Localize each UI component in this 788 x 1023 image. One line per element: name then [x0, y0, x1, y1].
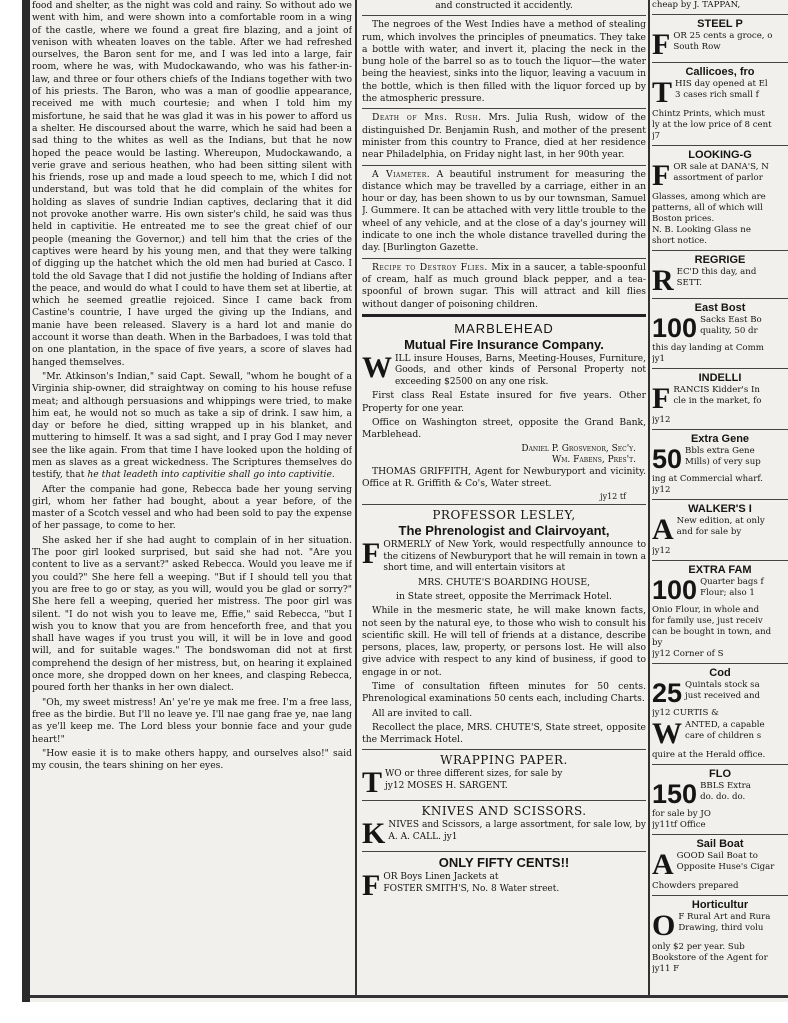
ad-heading: WALKER'S I [688, 503, 752, 515]
divider [652, 560, 788, 561]
ad-line: cheap by J. TAPPAN, [652, 0, 741, 10]
ad-quantity: 150 [652, 779, 698, 809]
ad-fifty-cents [362, 855, 646, 903]
ad-block [652, 264, 788, 297]
ad-line: ANTED, a capable [685, 720, 765, 730]
news-item-text: A beautiful instrument for measuring the distance which may be travelled by a carriage, either in an hour or day, has been shown to us by our townsman, Samuel J. Gummere. It can be attached with very little trouble to the wheel of any vehicle, and at the close of a day's journey will indicate to one inch the whole distance travelled during the day. [Burlington Gazette. [362, 168, 646, 254]
ad-subtitle: Mutual Fire Insurance Company. [404, 336, 604, 352]
ad-line: jy12 [652, 415, 671, 425]
drop-cap: T [652, 76, 673, 109]
ad-title: MARBLEHEAD [454, 320, 554, 336]
news-item-title: Recipe to Destroy Flies. [372, 261, 488, 273]
ad-text [685, 720, 765, 742]
ad-text [675, 79, 768, 101]
ad-agent: THOMAS GRIFFITH, Agent for Newburyport and vicinity. Office at R. Griffith & Co's, Water street. [362, 465, 646, 489]
ad-professor-lesley [362, 508, 646, 746]
ad-line: South Row [673, 42, 721, 52]
ad-line: ing at Commercial wharf. [652, 474, 763, 484]
divider [652, 764, 788, 765]
drop-cap: A [652, 848, 674, 881]
bottom-rule [30, 995, 788, 998]
divider [652, 62, 788, 63]
ad-text [383, 540, 646, 575]
ad-body [362, 817, 646, 851]
ad-line: ORMERLY of New York, would respectfully announce to the citizens of Newburyport that he will remain in town a short time, and will entertain visitors at [383, 540, 646, 574]
drop-cap: A [652, 513, 674, 546]
divider [362, 504, 646, 505]
news-item-death [362, 112, 646, 161]
ad-text [685, 446, 761, 468]
divider [652, 499, 788, 500]
ad-line: RANCIS Kidder's In [673, 385, 760, 395]
ad-heading: Sail Boat [696, 838, 744, 850]
ad-body [362, 537, 646, 575]
ad-place: in State street, opposite the Merrimack Hotel. [396, 590, 612, 602]
ad-wrapping-paper [362, 753, 646, 800]
ad-signature: jy12 MOSES H. SARGENT. [385, 780, 508, 791]
ad-block [652, 159, 788, 192]
ad-line: Flour; also 1 [700, 588, 755, 598]
ad-line: New edition, at only [676, 516, 765, 526]
ad-line: GOOD Sail Boat to [676, 851, 758, 861]
ad-heading: INDELLI [698, 372, 742, 384]
drop-cap: R [652, 264, 674, 297]
drop-cap: F [362, 537, 381, 571]
ad-heading: Horticultur [691, 899, 749, 911]
ad-text [700, 315, 762, 337]
ad-line: Time of consultation fifteen minutes for 50 cents. Phrenological examinations 50 cents each, including Charts. [362, 680, 646, 705]
ad-line: Opposite Huse's Cigar [676, 862, 775, 872]
ad-text [677, 267, 757, 289]
story-text: "Mr. Atkinson's Indian," said Capt. Sewall, "whom he bought of a Virginia ship-owner, did straightway on coming to his house refuse meat; and although persuasions and whippings were tried, to make him eat, he would not so much as take a sip of drink. I saw him, a day or before he died, sitting wrapped up in his blanket, and muttering to himself. It was a sad sight, and I pray God I may never see the like again. From that time I have looked upon the holding of men as slaves as a great wickedness. The Scriptures themselves do testify, that [32, 370, 352, 481]
ad-line: ILL insure Houses, Barns, Meeting-Houses, Furniture, Goods, and other kinds of Personal Property not exceeding $2500 on any one risk. [395, 353, 646, 387]
ad-line: HIS day opened at El [675, 79, 768, 89]
ad-text [395, 354, 646, 389]
ad-text [388, 820, 646, 843]
ad-line: Onio Flour, in whole and [652, 605, 760, 615]
ad-line: F Rural Art and Rura [678, 912, 771, 922]
ad-line: quire at the Herald office. [652, 750, 766, 760]
divider [362, 851, 646, 852]
divider [362, 800, 646, 801]
ad-line: can be bought in town, and [652, 627, 772, 637]
ad-line: NIVES and Scissors, a large assortment, for sale low, by A. A. CALL. jy1 [388, 820, 646, 842]
ad-line: WO or three different sizes, for sale by [385, 769, 563, 780]
ad-line: OR sale at DANA'S, N [673, 162, 769, 172]
ad-block [652, 717, 788, 750]
ad-heading: REGRIGE [694, 254, 746, 266]
ad-line: j7 [652, 131, 661, 141]
divider [652, 145, 788, 146]
ad-line: OR Boys Linen Jackets at [383, 872, 499, 883]
scripture-quote: he that leadeth into captivitie shall go into captivitie. [87, 469, 335, 481]
ad-heading: East Bost [694, 302, 746, 314]
ad-block [652, 315, 788, 341]
ad-title: PROFESSOR LESLEY, [432, 508, 576, 523]
ad-signature: Wm. Fabens, Pres't. [552, 454, 636, 465]
ad-line: BBLS Extra [700, 781, 751, 791]
column-story [32, 0, 352, 995]
ad-block [652, 28, 788, 61]
ad-block [652, 76, 788, 109]
ad-line: ly at the low price of 8 cent [652, 120, 772, 130]
ad-text [678, 912, 770, 934]
ad-place: MRS. CHUTE'S BOARDING HOUSE, [417, 576, 590, 588]
ad-line: Office on Washington street, opposite the Grand Bank, Marblehead. [362, 416, 646, 441]
ad-text [385, 769, 562, 792]
ad-heading: Callicoes, fro [685, 66, 755, 78]
ad-line: patterns, all of which will [652, 203, 763, 213]
ad-heading: FLO [709, 768, 731, 780]
column-rule-left [355, 0, 357, 995]
ad-date: jy12 tf [600, 492, 626, 502]
ad-line: While in the mesmeric state, he will make known facts, not seen by the natural eye, to those who wish to consult his scientific skill. He will tell of friends at a distance, describe persons, places, law, property, or persons lost. He will also give advice with respect to any kind of business, if good to engage in or not. [362, 605, 646, 678]
ad-quantity: 50 [652, 444, 683, 474]
ad-block [652, 382, 788, 415]
drop-cap: K [362, 817, 386, 851]
ad-line: jy1 [652, 354, 665, 364]
ad-line: SETT. [676, 278, 702, 288]
ad-heading: LOOKING-G [688, 149, 752, 161]
ad-line: only $2 per year. Sub [652, 942, 745, 952]
divider [362, 258, 646, 259]
ad-line: Recollect the place, MRS. CHUTE'S, State street, opposite the Merrimack Hotel. [362, 721, 646, 746]
ad-line: assortment of parlor [673, 173, 763, 183]
ad-line: jy12 Corner of S [652, 649, 724, 659]
ad-text [673, 385, 761, 407]
drop-cap: O [652, 909, 676, 942]
ad-heading: EXTRA FAM [688, 564, 752, 576]
drop-cap: F [652, 159, 671, 192]
story-paragraph: "How easie it is to make others happy, and ourselves also!" said my cousin, the tears shining on her eyes. [32, 747, 352, 772]
ad-line: for sale by JO [652, 809, 711, 819]
ad-line: Chintz Prints, which must [652, 109, 765, 119]
divider [652, 663, 788, 664]
ad-text [673, 162, 768, 184]
newspaper-page [22, 0, 788, 1002]
drop-cap: T [362, 766, 383, 800]
ad-quantity: 25 [652, 678, 683, 708]
news-item-text: Mrs. Julia Rush, widow of the distinguished Dr. Benjamin Rush, and mother of the present minister from this country to France, died at her residence near Philadelphia, on Friday night last, in her 90th year. [362, 112, 646, 161]
ad-line: N. B. Looking Glass ne [652, 225, 751, 235]
column-rule-right [648, 0, 650, 995]
ad-block [652, 680, 788, 706]
ad-line: jy12 CURTIS & [652, 708, 719, 718]
ad-knives-scissors [362, 804, 646, 851]
ad-block [652, 577, 788, 603]
divider [362, 15, 646, 16]
ad-line: cle in the market, fo [673, 396, 762, 406]
ad-line: jy12 [652, 546, 671, 556]
ad-line: Glasses, among which are [652, 192, 766, 202]
ad-line: First class Real Estate insured for five years. Other Property for one year. [362, 390, 646, 414]
ad-line: jy12 [652, 485, 671, 495]
news-item-viameter [362, 169, 646, 255]
ad-heading: Cod [709, 667, 731, 679]
drop-cap: F [652, 382, 671, 415]
divider [652, 368, 788, 369]
story-paragraph: After the companie had gone, Rebecca bade her young serving girl, whom her father had bought, about a year before, of the master of a Scotch vessel and who had been sold to pay the expense of her passage, to come to her. [32, 483, 352, 532]
news-item-rum: The negroes of the West Indies have a method of stealing rum, which involves the principles of pneumatics. They take a bottle with water, and invert it, placing the neck in the bung hole of the barrel so as to touch the liquor—the water being the heaviest, sinks into the liquor, leaving a vacuum in the bottle, which is then filled with the liquor forced up by the atmospheric pressure. [362, 19, 646, 105]
divider [652, 834, 788, 835]
section-rule [362, 314, 646, 317]
ad-line: Sacks East Bo [700, 315, 762, 325]
divider [652, 250, 788, 251]
divider [652, 14, 788, 15]
ad-block [652, 909, 788, 942]
ad-line: care of children s [685, 731, 762, 741]
ad-line: Drawing, third volu [678, 923, 764, 933]
news-item-title: A Viameter. [372, 168, 431, 180]
news-item-recipe [362, 262, 646, 311]
drop-cap: W [652, 717, 682, 750]
ad-block [652, 513, 788, 546]
ad-title: KNIVES AND SCISSORS. [421, 804, 587, 819]
ad-heading: Extra Gene [690, 433, 750, 445]
ad-line: FOSTER SMITH'S, No. 8 Water street. [383, 883, 560, 894]
column-advertisements [652, 0, 788, 995]
ad-line: Quintals stock sa [685, 680, 760, 690]
ad-line: Boston prices. [652, 214, 715, 224]
ad-heading: STEEL P [697, 18, 743, 30]
story-paragraph [32, 371, 352, 482]
ad-text [677, 516, 765, 538]
ad-line: quality, 50 dr [700, 326, 758, 336]
ad-line: by [652, 638, 663, 648]
ad-text [685, 680, 760, 702]
divider [652, 429, 788, 430]
ad-line: and for sale by [676, 527, 742, 537]
news-item-text: Mix in a saucer, a table-spoonful of cream, half as much ground black pepper, and a tea-spoonful of brown sugar. This will attract and kill flies without danger of poisoning children. [362, 261, 646, 310]
ad-body [362, 869, 646, 903]
ad-line: this day landing at Comm [652, 343, 764, 353]
ad-line: All are invited to call. [372, 707, 473, 719]
ad-line: Bbls extra Gene [685, 446, 755, 456]
ad-quantity: 100 [652, 575, 698, 605]
ad-title: WRAPPING PAPER. [440, 753, 568, 768]
ad-line: OR 25 cents a groce, o [673, 31, 773, 41]
story-paragraph: She asked her if she had aught to complain of in her situation. The poor girl looked surprised, but said she had not. "Are you content to live as a servant?" asked Rebecca. Would you leave me if you could?" She here fell a weeping. "But if I should tell you that you are free to go or stay, as you will, would you be glad or sorry?" She here fell a weeping, queried her mistress. The poor girl was silent. "I do not wish you to leave me, Effie," said Rebecca, "but I wish you to know that you are from henceforth free, and that you shall have wages if you trust you will, it will be in love and good will, and for suitable wages." The bondswoman did not at first comprehend the design of her mistress, but, on hearing it explained once more, she dropped down on her knees, and clasping Rebecca, poured forth her thanks in her own dialect. [32, 534, 352, 694]
ad-line: EC'D this day, and [676, 267, 757, 277]
drop-cap: W [362, 350, 392, 384]
ad-line: jy11 F [652, 964, 680, 974]
ad-line: Mills) of very sup [685, 457, 761, 467]
ad-line: Quarter bags f [700, 577, 764, 587]
page-edge-shadow [22, 0, 30, 1002]
ad-line: do. do. do. [700, 792, 746, 802]
ad-body [362, 350, 646, 389]
ad-block [652, 848, 788, 881]
ad-line: Chowders prepared [652, 881, 739, 891]
drop-cap: F [362, 869, 381, 903]
ad-text [383, 872, 559, 895]
ad-line: short notice. [652, 236, 707, 246]
ad-line: jy11tf Office [652, 820, 706, 830]
ad-body [362, 766, 646, 800]
ad-line: just received and [685, 691, 761, 701]
divider [362, 108, 646, 109]
divider [362, 749, 646, 750]
ad-line: Bookstore of the Agent for [652, 953, 768, 963]
ad-block [652, 781, 788, 807]
drop-cap: F [652, 28, 671, 61]
ad-quantity: 100 [652, 313, 698, 343]
story-paragraph: food and shelter, as the night was cold and rainy. So without ado we went with him, and were shown into a comfortable room in a wing of the castle, where we found a great fire blazing, and a joint of venison with wheaten loaves on the table. After we had refreshed ourselves, the Baron sent for me, and I was led into a large, fair room, where he was, with Mudockawando, who was his father-in-law, and three or four others chiefs of the Indians together with two of his priests. The Baron, who was a man of goodlie appearance, received me with much courtesie; and when I told him my misfortune, he said that he was glad it was in his power to afford us a shelter. He discoursed about the warre, which he said had been a sad thing to the whites as well as the Indians, but that he now hoped the peace would be lasting. Whereupon, Mudockawando, a verie grave and serious heathen, who had been sitting silent with his friends, rose up and made a loud speech to me, which I did not understand, but was told that he did complain of the whites for holding as slaves of sundrie Indian captives, declaring that it did not provoke another warre. His own sister's child, he said was thus held in captivitie. He entreated me to see the great chief of our people (meaning the Governor,) and tell him that the cries of the captives were heard by his young men, and that they were talking of digging up the hatchet which the old men had buried at Casco. I told the old Savage that I did not justifie the holding of Indians after the peace, and would do what I could to have them set at libertie, at which he seemed greatlie rejoiced. Since I came back from Castine's countrie, I have urged the giving up the Indians, and manie have been released. Slavery is a hard lot and manie do account it worse than death. When in the Barbadoes, I was told that on one plantation, in the space of five years, a score of slaves had hanged themselves. [32, 0, 352, 368]
ad-line: for family use, just receiv [652, 616, 763, 626]
column-news-and-ads [362, 0, 646, 995]
ad-block [652, 446, 788, 472]
divider [362, 165, 646, 166]
ad-text [673, 31, 772, 53]
ad-text [700, 781, 751, 803]
divider [652, 895, 788, 896]
ad-text [677, 851, 775, 873]
ad-text [700, 577, 764, 599]
divider [652, 298, 788, 299]
ad-signature: Daniel P. Grosvenor, Sec'y. [521, 443, 636, 454]
ad-title: ONLY FIFTY CENTS!! [438, 855, 570, 871]
ad-subtitle: The Phrenologist and Clairvoyant, [398, 523, 610, 539]
ad-marblehead-insurance [362, 321, 646, 501]
story-paragraph: "Oh, my sweet mistress! An' ye're ye mak me free. I'm a free lass, free as the birdie. But I'll no leave ye. I'll nae gang frae ye, nae lang as ye'll keep me. The Lord bless your bonnie face and your gude heart!" [32, 696, 352, 745]
ad-line: 3 cases rich small f [675, 90, 759, 100]
news-item-title: Death of Mrs. Rush. [372, 112, 482, 124]
news-top-line: and constructed it accidently. [435, 0, 573, 11]
